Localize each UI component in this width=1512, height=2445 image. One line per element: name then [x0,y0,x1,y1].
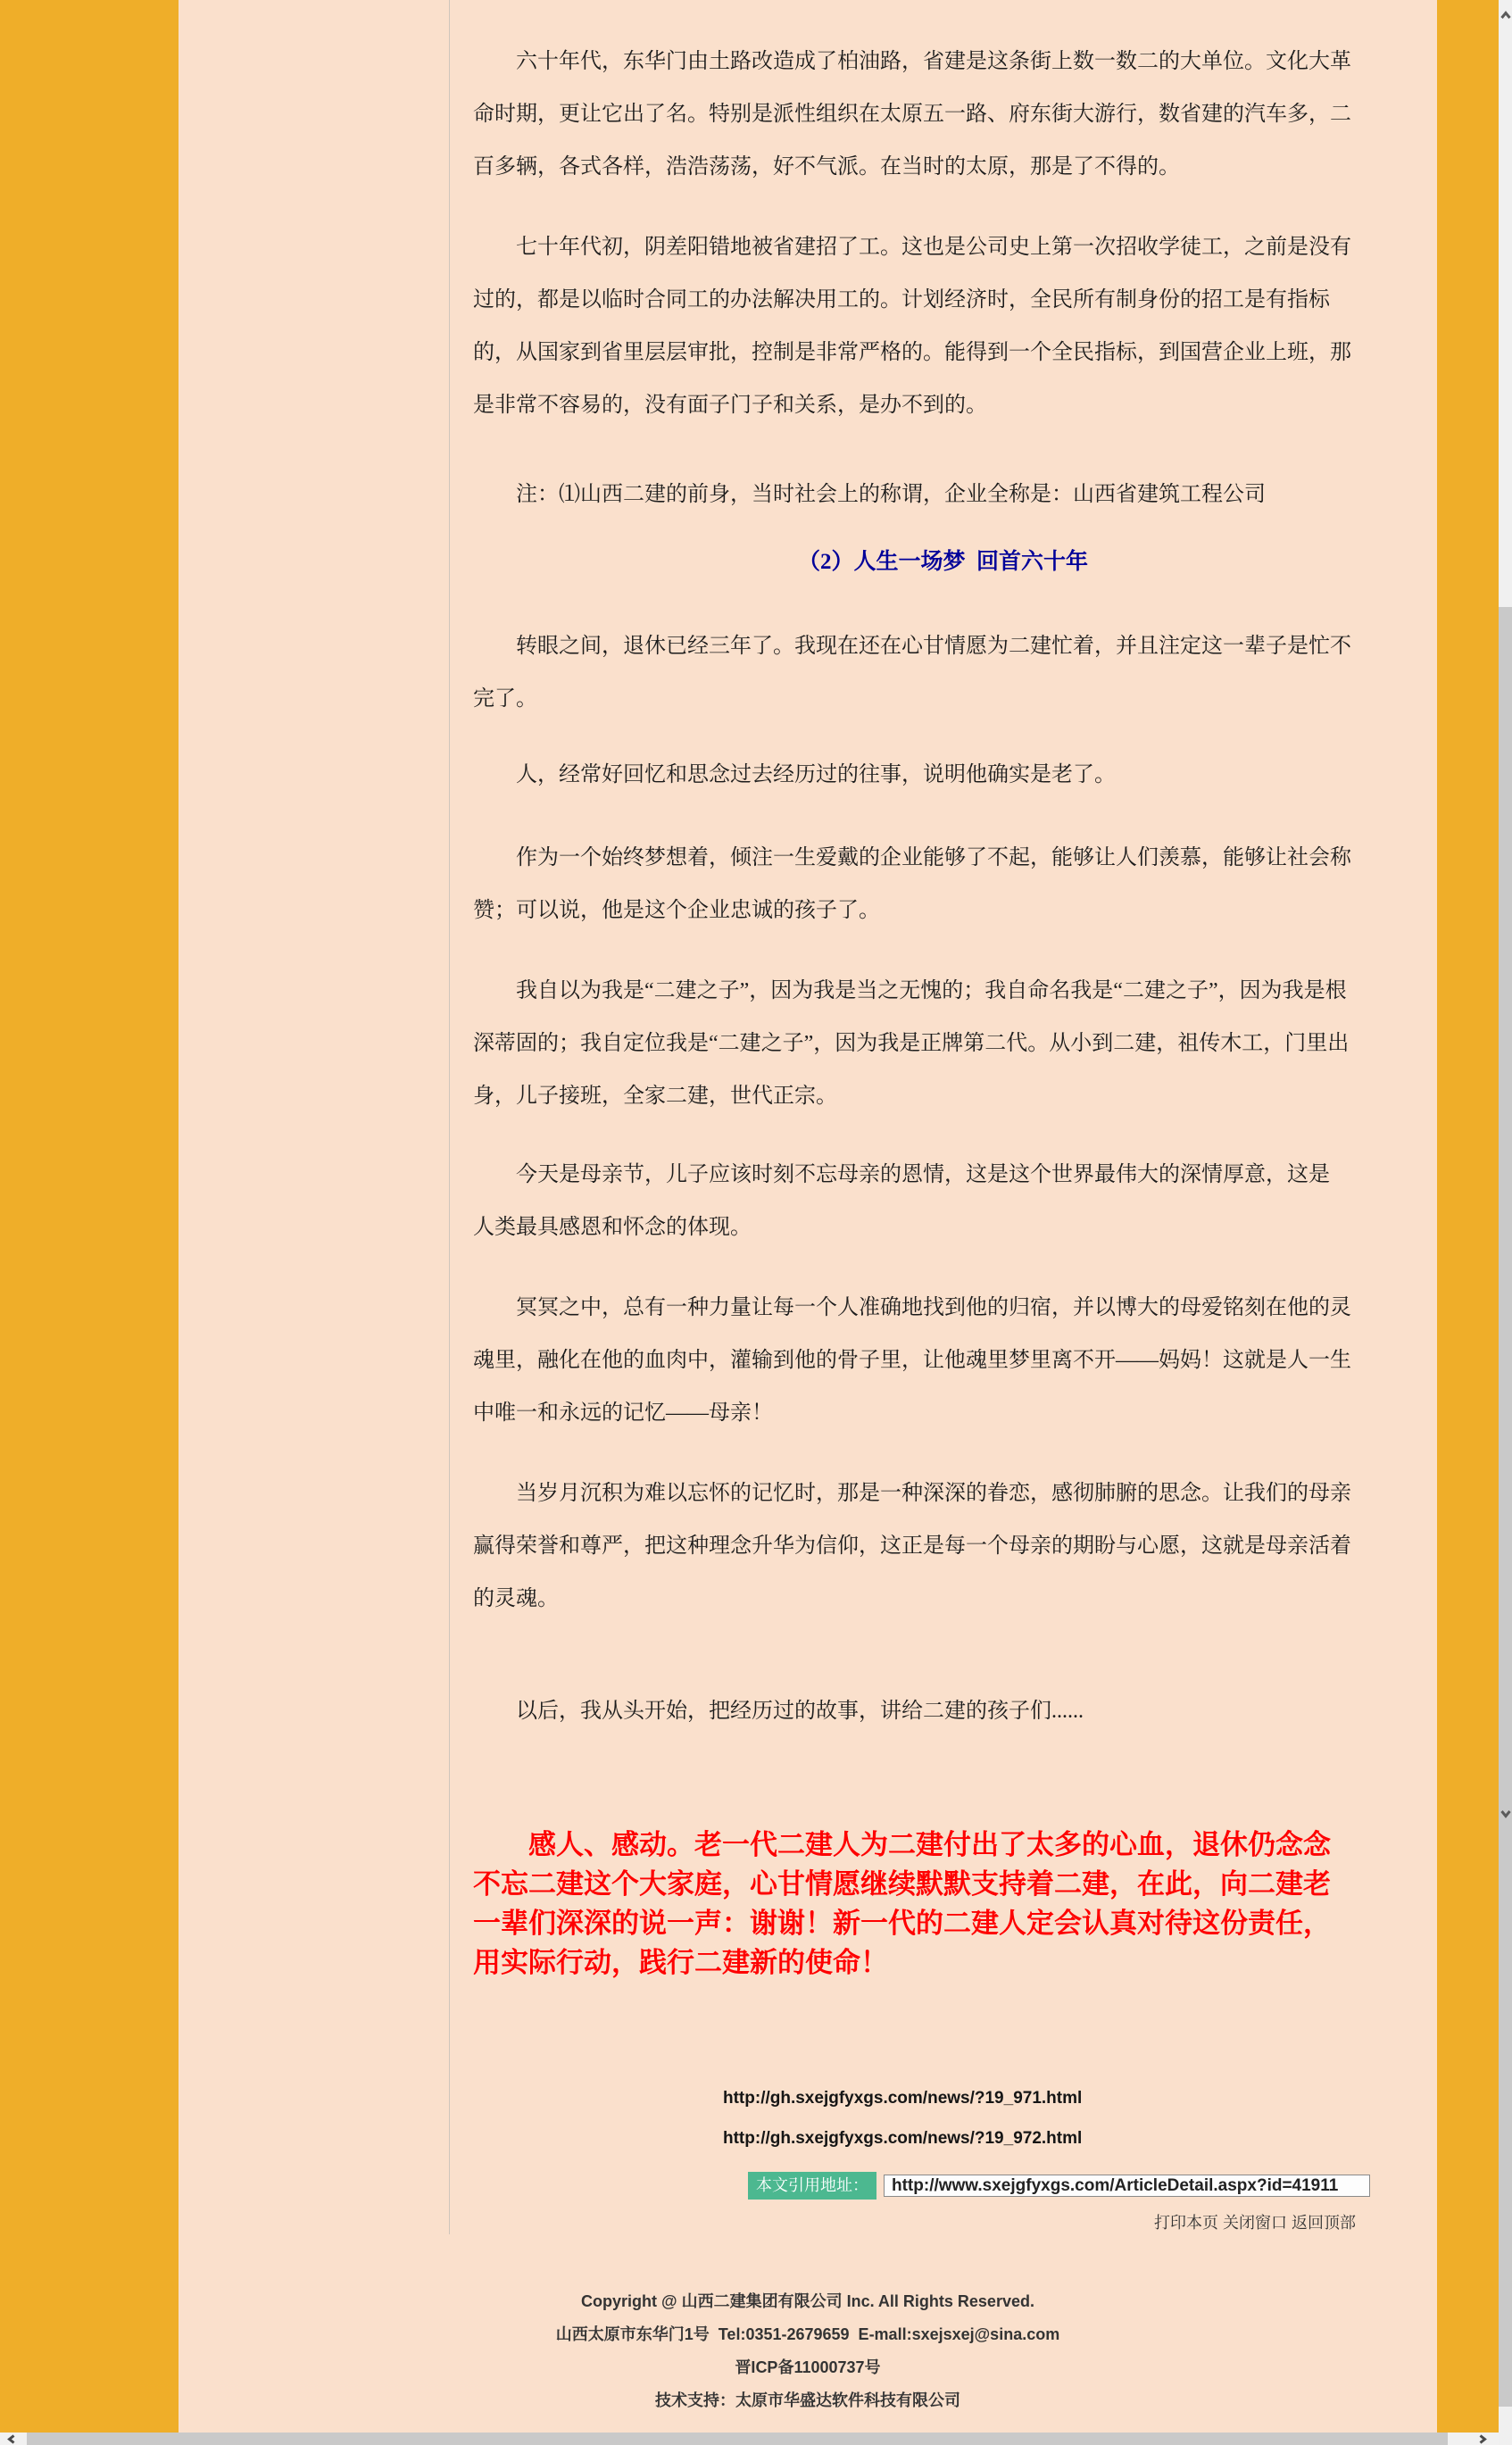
body-paragraph [473,832,1413,937]
body-paragraph [473,965,1413,1123]
text-line: 的灵魂。 [473,1587,559,1610]
content-sheet [179,0,1437,2433]
text-line: 六十年代，东华门由土路改造成了柏油路，省建是这条街上数一数二的大单位。文化大革 [516,50,1351,73]
text-line: 人，经常好回忆和思念过去经历过的往事，说明他确实是老了。 [516,763,1116,786]
source-url: http://gh.sxejgfyxgs.com/news/?19_972.html [723,2129,1083,2148]
vertical-scrollbar-thumb[interactable] [1499,607,1512,2407]
text-line: 赢得荣誉和尊严，把这种理念升华为信仰，这正是每一个母亲的期盼与心愿，这就是母亲活着 [473,1534,1351,1558]
scrollbar-corner [1499,2433,1512,2445]
text-line: 转眼之间，退休已经三年了。我现在还在心甘情愿为二建忙着，并且注定这一辈子是忙不 [516,635,1351,658]
text-line: 我自以为我是“二建之子”，因为我是当之无愧的；我自命名我是“二建之子”，因为我是根 [516,979,1347,1002]
horizontal-scrollbar[interactable] [0,2433,1499,2445]
citation-row [748,2172,1413,2200]
text-line: 的，从国家到省里层层审批，控制是非常严格的。能得到一个全民指标，到国营企业上班，那 [473,341,1351,364]
citation-label: 本文引用地址： [748,2172,876,2200]
text-line: 赞；可以说，他是这个企业忠诚的孩子了。 [473,899,880,922]
text-line: 感人、感动。老一代二建人为二建付出了太多的心血，退休仍念念 [528,1829,1331,1860]
text-line: 七十年代初，阴差阳错地被省建招了工。这也是公司史上第一次招收学徒工，之前是没有 [516,236,1351,259]
note-paragraph [473,469,1413,521]
text-line: 是非常不容易的，没有面子门子和关系，是办不到的。 [473,394,987,417]
text-line: 完了。 [473,687,537,711]
scroll-down-icon[interactable] [1500,1809,1511,1818]
text-line: 命时期，更让它出了名。特别是派性组织在太原五一路、府东街大游行，数省建的汽车多，二 [473,103,1351,126]
text-line: 注：⑴山西二建的前身，当时社会上的称谓，企业全称是：山西省建筑工程公司 [516,483,1266,506]
text-line: 百多辆，各式各样，浩浩荡荡，好不气派。在当时的太原，那是了不得的。 [473,155,1180,179]
horizontal-scrollbar-thumb[interactable] [27,2433,1448,2445]
body-paragraph [473,749,1413,802]
text-line: 魂里，融化在他的血肉中，灌输到他的骨子里，让他魂里梦里离不开——妈妈！这就是人一生 [473,1349,1351,1372]
body-paragraph [473,620,1413,726]
page-action-links [473,2212,1413,2234]
site-footer [179,2285,1437,2417]
close-window-link[interactable]: 关闭窗口 [1222,2214,1287,2232]
address-contact-text: 山西太原市东华门1号 Tel:0351-2679659 E-mall:sxejsxej@sina.com [555,2325,1060,2343]
text-line: 深蒂固的；我自定位我是“二建之子”，因为我是正牌第二代。从小到二建，祖传木工，门里出 [473,1032,1350,1055]
source-url-list [723,2078,1413,2158]
scroll-up-icon[interactable] [1500,11,1511,20]
article-body [449,0,1436,2234]
text-line: 冥冥之中，总有一种力量让每一个人准确地找到他的归宿，并以博大的母爱铭刻在他的灵 [516,1296,1351,1319]
scroll-left-icon[interactable] [7,2434,16,2444]
tech-support-text: 技术支持：太原市华盛达软件科技有限公司 [655,2391,960,2409]
text-line: 人类最具感恩和怀念的体现。 [473,1216,752,1239]
commentary-paragraph [473,1825,1413,1983]
text-line: 过的，都是以临时合同工的办法解决用工的。计划经济时，全民所有制身份的招工是有指标 [473,288,1330,312]
print-page-link[interactable]: 打印本页 [1153,2214,1218,2232]
body-paragraph [473,1282,1413,1440]
article-paragraphs [473,36,1413,1983]
text-line: 用实际行动，践行二建新的使命！ [473,1947,888,1978]
text-line: （2）人生一场梦 回首六十年 [797,550,1088,574]
section-heading [473,536,1413,588]
source-url: http://gh.sxejgfyxgs.com/news/?19_971.html [723,2089,1083,2108]
text-line: 一辈们深深的说一声：谢谢！新一代的二建人定会认真对待这份责任， [473,1908,1331,1939]
copyright-text: Copyright @ 山西二建集团有限公司 Inc. All Rights Reserved. [581,2292,1034,2310]
text-line: 当岁月沉积为难以忘怀的记忆时，那是一种深深的眷恋，感彻肺腑的思念。让我们的母亲 [516,1482,1351,1505]
text-line: 以后，我从头开始，把经历过的故事，讲给二建的孩子们...... [516,1700,1084,1723]
icp-license-text: 晋ICP备11000737号 [735,2358,881,2376]
scroll-right-icon[interactable] [1478,2434,1487,2444]
vertical-scrollbar[interactable] [1499,0,1512,2433]
text-line: 今天是母亲节，儿子应该时刻不忘母亲的恩情，这是这个世界最伟大的深情厚意，这是 [516,1163,1330,1186]
body-paragraph [473,1149,1413,1254]
body-paragraph [473,221,1413,432]
body-paragraph [473,1468,1413,1626]
text-line: 作为一个始终梦想着，倾注一生爱戴的企业能够了不起，能够让人们羡慕，能够让社会称 [516,846,1351,869]
back-to-top-link[interactable]: 返回顶部 [1292,2214,1356,2232]
text-line: 不忘二建这个大家庭，心甘情愿继续默默支持着二建，在此，向二建老 [473,1868,1331,1900]
body-paragraph [473,36,1413,194]
text-line: 身，儿子接班，全家二建，世代正宗。 [473,1085,837,1108]
citation-url-input[interactable] [884,2175,1370,2197]
body-paragraph [473,1685,1413,1738]
text-line: 中唯一和永远的记忆——母亲！ [473,1401,773,1425]
